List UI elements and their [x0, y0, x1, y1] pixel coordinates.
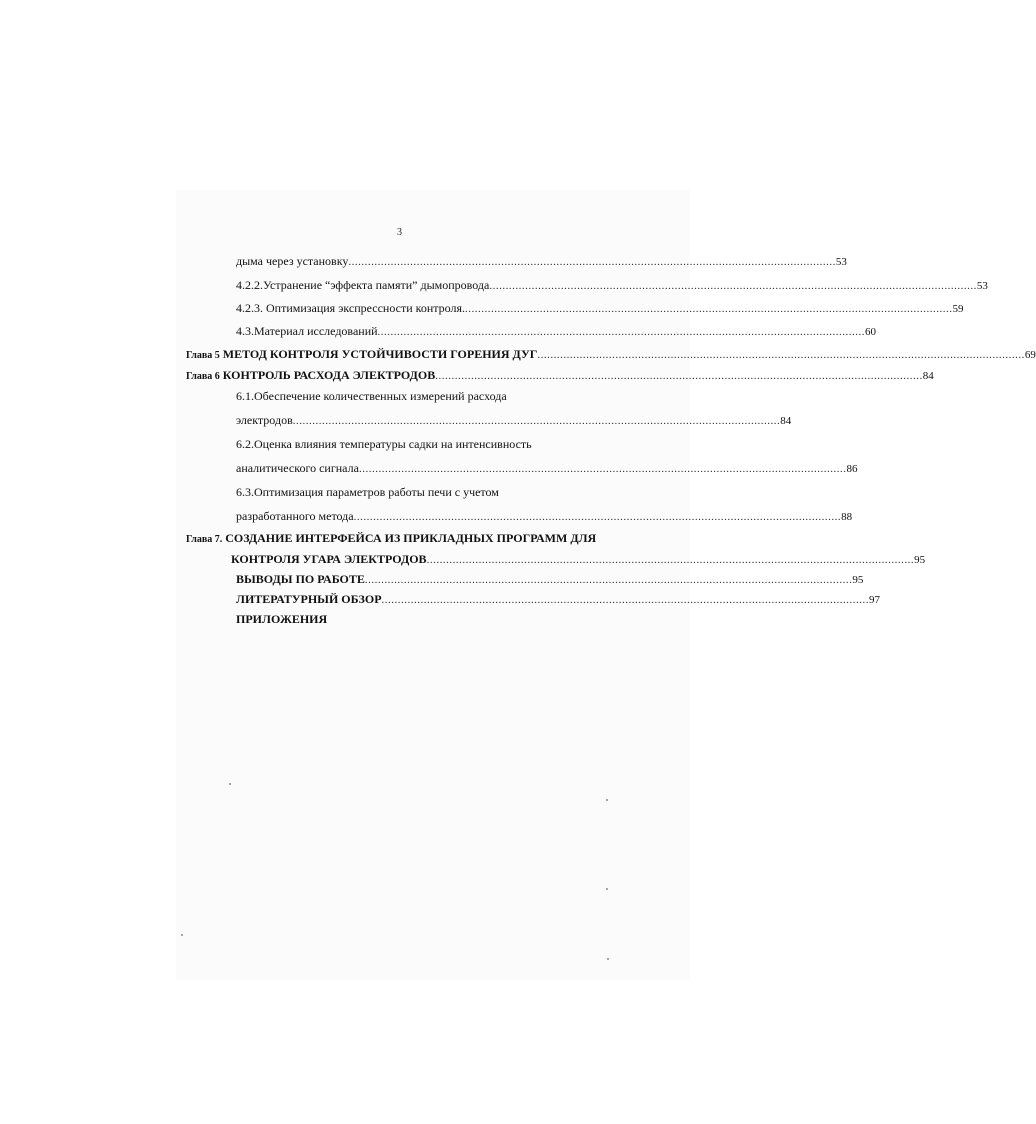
scan-speck [606, 799, 608, 801]
leader-dots: ...................................................................................................................................................... [426, 554, 915, 566]
toc-entry-page: 86 [846, 463, 858, 475]
toc-section-title: ПРИЛОЖЕНИЯ [236, 612, 328, 626]
toc-entry-page: 88 [841, 511, 853, 523]
leader-dots: ...................................................................................................................................................... [292, 415, 781, 427]
toc-section [236, 572, 864, 587]
toc-entry-page: 60 [865, 326, 877, 338]
toc-section-title: ВЫВОДЫ ПО РАБОТЕ [236, 572, 365, 586]
leader-dots: ...................................................................................................................................................... [435, 370, 923, 382]
scan-speck [181, 934, 183, 936]
leader-dots: ...................................................................................................................................................... [348, 256, 836, 268]
toc-section-title: ЛИТЕРАТУРНЫЙ ОБЗОР [236, 592, 382, 606]
toc-chapter [186, 531, 596, 547]
toc-entry-title: электродов [236, 413, 293, 427]
toc-entry-title: аналитического сигнала [236, 461, 359, 475]
toc-entry-page: 69 [1024, 349, 1036, 361]
scan-speck [229, 783, 231, 785]
chapter-label: Глава 5 [186, 350, 220, 361]
toc-chapter-continuation [231, 552, 926, 567]
toc-entry-page: 53 [835, 256, 847, 268]
toc-entry-title: дыма через установку [236, 254, 349, 268]
toc-entry-title-line1: 6.2.Оценка влияния температуры садки на интенсивность [236, 437, 532, 451]
scan-speck [607, 958, 609, 960]
toc-entry [236, 301, 964, 316]
leader-dots: ...................................................................................................................................................... [537, 349, 1025, 361]
toc-entry [236, 324, 877, 339]
toc-entry-page: 95 [852, 574, 864, 586]
toc-entry [236, 509, 853, 524]
chapter-label: Глава 7. [186, 534, 223, 545]
leader-dots: ...................................................................................................................................................... [381, 594, 870, 606]
toc-chapter-title: КОНТРОЛЬ РАСХОДА ЭЛЕКТРОДОВ [222, 368, 436, 382]
toc-entry-page: 97 [869, 594, 881, 606]
toc-entry-page: 59 [952, 303, 964, 315]
toc-entry-page: 53 [976, 280, 988, 292]
toc-entry-page: 84 [780, 415, 792, 427]
toc-chapter [186, 368, 934, 384]
toc-chapter [186, 347, 1036, 363]
toc-chapter-title: МЕТОД КОНТРОЛЯ УСТОЙЧИВОСТИ ГОРЕНИЯ ДУГ [222, 347, 538, 361]
leader-dots: ...................................................................................................................................................... [353, 511, 842, 523]
toc-entry-title-line1: 6.3.Оптимизация параметров работы печи с учетом [236, 485, 499, 499]
toc-chapter-title: КОНТРОЛЯ УГАРА ЭЛЕКТРОДОВ [231, 552, 427, 566]
toc-entry-title: 4.3.Материал исследований [236, 324, 378, 338]
toc-entry [236, 278, 988, 293]
leader-dots: ...................................................................................................................................................... [364, 574, 853, 586]
leader-dots: ...................................................................................................................................................... [358, 463, 847, 475]
toc-entry [236, 254, 847, 269]
toc-entry-title: 4.2.3. Оптимизация экспрессности контроля. [236, 301, 466, 315]
scan-speck [606, 888, 608, 890]
toc-entry [236, 461, 858, 476]
leader-dots: ...................................................................................................................................................... [465, 303, 953, 315]
toc-entry-title-line1: 6.1.Обеспечение количественных измерений расхода [236, 389, 507, 403]
chapter-label: Глава 6 [186, 371, 220, 382]
toc-entry-title: разработанного метода [236, 509, 354, 523]
toc-entry-title: 4.2.2.Устранение “эффекта памяти” дымопровода [236, 278, 490, 292]
leader-dots: ...................................................................................................................................................... [377, 326, 866, 338]
toc-entry-page: 95 [914, 554, 926, 566]
toc-chapter-title-line1: СОЗДАНИЕ ИНТЕРФЕЙСА ИЗ ПРИКЛАДНЫХ ПРОГРАММ ДЛЯ [225, 531, 597, 545]
toc-section [236, 592, 881, 607]
page-number: 3 [397, 227, 402, 238]
toc-entry-page: 84 [922, 370, 934, 382]
leader-dots: ...................................................................................................................................................... [489, 280, 977, 292]
toc-entry [236, 413, 792, 428]
